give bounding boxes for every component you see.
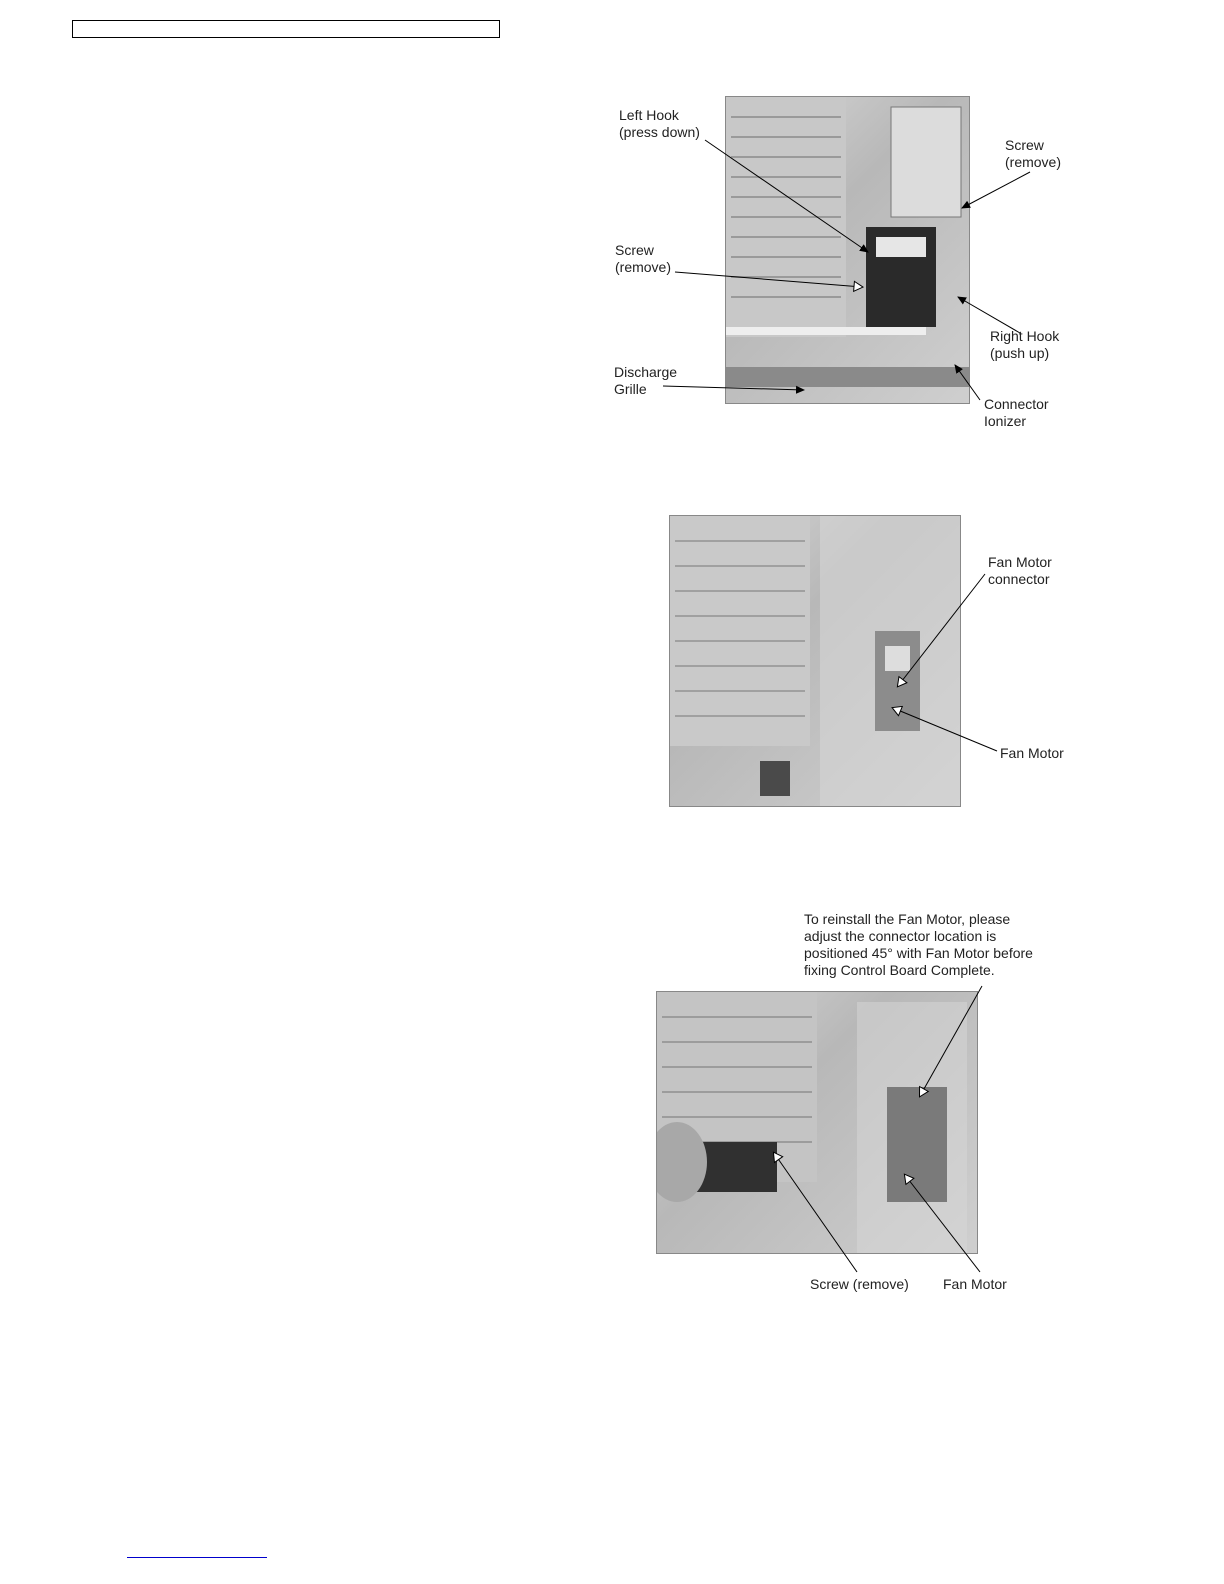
figure-3-photo — [656, 991, 978, 1254]
fan-area-illustration — [670, 516, 961, 807]
label-reinstall-note: To reinstall the Fan Motor, please adjust the connector location is positioned 45° with Fan Motor before fixing Control Board Complete. — [804, 911, 1033, 978]
label-left-hook: Left Hook (press down) — [619, 107, 700, 140]
indoor-unit-illustration — [726, 97, 970, 404]
label-right-hook: Right Hook (push up) — [990, 328, 1060, 361]
label-screw-3: Screw (remove) — [810, 1276, 909, 1292]
header-box — [72, 20, 500, 38]
label-fan-motor-connector: Fan Motor connector — [988, 554, 1052, 587]
figure-2-photo — [669, 515, 961, 807]
label-fan-motor-2: Fan Motor — [1000, 745, 1064, 761]
footer-link[interactable] — [127, 1557, 267, 1558]
label-connector-ionizer: Connector Ionizer — [984, 396, 1049, 429]
fan-motor-illustration — [657, 992, 978, 1254]
label-fan-motor-3: Fan Motor — [943, 1276, 1007, 1292]
label-discharge-grille: Discharge Grille — [614, 364, 678, 397]
figure-1-photo — [725, 96, 970, 404]
label-screw-left: Screw (remove) — [615, 242, 672, 275]
label-screw-top: Screw (remove) — [1005, 137, 1062, 170]
